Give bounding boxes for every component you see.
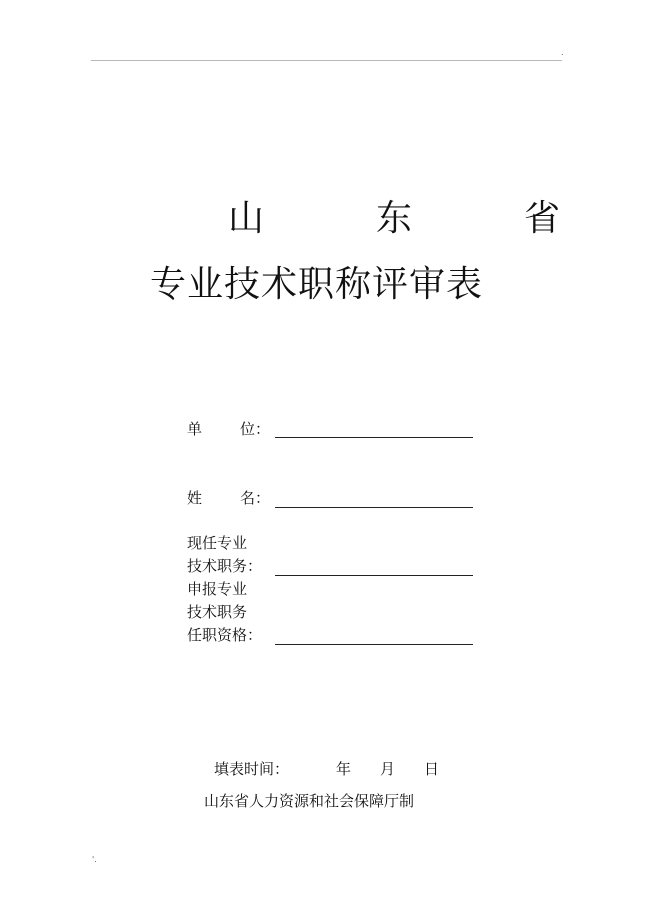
unit-label: [187, 418, 270, 440]
current-title-label-line2: 技术职务：: [187, 557, 263, 575]
fill-date-day: 日: [424, 760, 440, 778]
title-province: 山 东 省: [228, 198, 599, 239]
unit-label-a: 单: [187, 420, 203, 438]
title-form-name: 专业技术职称评审表: [150, 264, 484, 305]
name-fill-line[interactable]: [275, 507, 473, 508]
fill-date-label: 填表时间：: [214, 760, 290, 778]
current-title-fill-line[interactable]: [275, 575, 473, 576]
header-rule: [91, 60, 562, 61]
name-label-a: 姓: [187, 489, 203, 507]
applied-title-label-line2: 技术职务: [187, 603, 248, 621]
unit-label-b: 位：: [240, 420, 271, 438]
applied-title-label-line3: 任职资格：: [187, 626, 263, 644]
applied-title-fill-line[interactable]: [275, 644, 473, 645]
name-label-b: 名：: [240, 489, 271, 507]
fill-date-year: 年: [336, 760, 352, 778]
unit-fill-line[interactable]: [275, 437, 473, 438]
footer-corner-mark: '.: [92, 855, 97, 864]
name-label: [187, 487, 270, 509]
issuer-line: 山东省人力资源和社会保障厅制: [204, 792, 415, 810]
fill-date-month: 月: [380, 760, 396, 778]
applied-title-label-line1: 申报专业: [187, 580, 248, 598]
header-corner-mark: .: [561, 48, 564, 57]
current-title-label-line1: 现任专业: [187, 534, 248, 552]
